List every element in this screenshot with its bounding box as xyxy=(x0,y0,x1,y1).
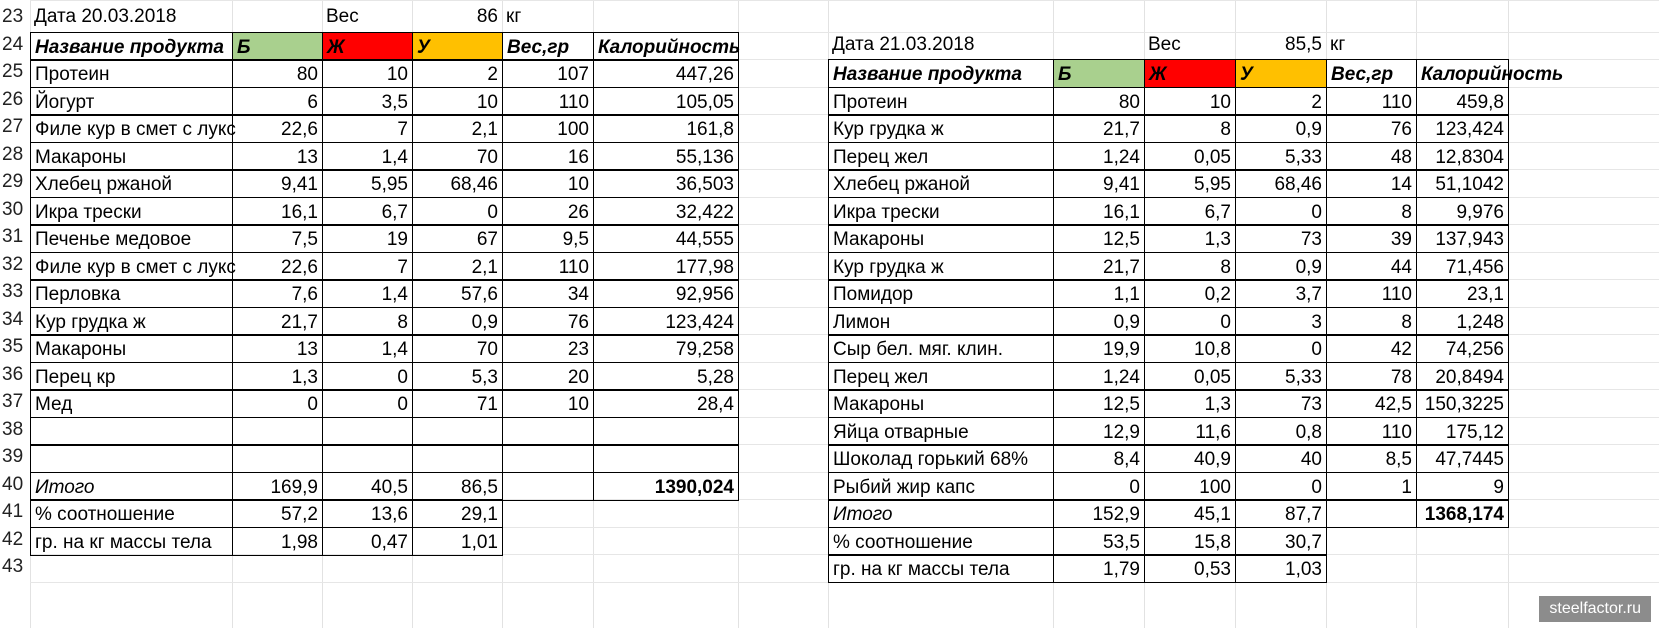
value-cell[interactable]: 28,4 xyxy=(593,389,739,418)
product-name-cell[interactable]: Кур грудка ж xyxy=(828,252,1054,281)
value-cell[interactable]: 76 xyxy=(502,307,594,336)
value-cell[interactable] xyxy=(322,444,413,473)
header-calories[interactable]: Калорийность xyxy=(593,32,739,61)
total-cell[interactable]: 1390,024 xyxy=(593,472,739,501)
product-name-cell[interactable]: Филе кур в смет с лукс xyxy=(30,252,233,281)
product-name-cell[interactable]: Хлебец ржаной xyxy=(828,169,1054,198)
value-cell[interactable]: 21,7 xyxy=(1053,114,1145,143)
value-cell[interactable]: 1,248 xyxy=(1416,307,1509,336)
value-cell[interactable]: 1,3 xyxy=(1144,224,1236,253)
header-weight[interactable]: Вес,гр xyxy=(502,32,594,61)
value-cell[interactable]: 16 xyxy=(502,142,594,171)
value-cell[interactable]: 2,1 xyxy=(412,114,503,143)
per-kg-cell[interactable]: 1,01 xyxy=(412,527,503,556)
value-cell[interactable]: 32,422 xyxy=(593,197,739,226)
value-cell[interactable]: 44 xyxy=(1326,252,1417,281)
value-cell[interactable]: 23 xyxy=(502,334,594,363)
value-cell[interactable]: 47,7445 xyxy=(1416,444,1509,473)
row-number[interactable]: 25 xyxy=(2,61,24,82)
row-number[interactable]: 28 xyxy=(2,144,24,165)
product-name-cell[interactable]: Печенье медовое xyxy=(30,224,233,253)
value-cell[interactable]: 76 xyxy=(1326,114,1417,143)
value-cell[interactable]: 100 xyxy=(502,114,594,143)
value-cell[interactable]: 0,2 xyxy=(1144,279,1236,308)
product-name-cell[interactable]: Лимон xyxy=(828,307,1054,336)
value-cell[interactable]: 51,1042 xyxy=(1416,169,1509,198)
header-protein[interactable]: Б xyxy=(232,32,323,61)
value-cell[interactable] xyxy=(502,417,594,446)
total-cell[interactable]: 169,9 xyxy=(232,472,323,501)
value-cell[interactable]: 10 xyxy=(412,87,503,116)
value-cell[interactable]: 12,9 xyxy=(1053,417,1145,446)
value-cell[interactable]: 42 xyxy=(1326,334,1417,363)
product-name-cell[interactable]: Яйца отварные xyxy=(828,417,1054,446)
product-name-cell[interactable]: Макароны xyxy=(828,389,1054,418)
value-cell[interactable]: 71,456 xyxy=(1416,252,1509,281)
value-cell[interactable]: 14 xyxy=(1326,169,1417,198)
value-cell[interactable]: 20 xyxy=(502,362,594,391)
row-number[interactable]: 42 xyxy=(2,529,24,550)
per-kg-cell[interactable]: 0,47 xyxy=(322,527,413,556)
value-cell[interactable]: 459,8 xyxy=(1416,87,1509,116)
row-number[interactable]: 37 xyxy=(2,391,24,412)
weight-value[interactable]: 85,5 xyxy=(1285,34,1322,55)
product-name-cell[interactable]: Перловка xyxy=(30,279,233,308)
header-protein[interactable]: Б xyxy=(1053,59,1145,88)
value-cell[interactable]: 22,6 xyxy=(232,252,323,281)
product-name-cell[interactable]: Хлебец ржаной xyxy=(30,169,233,198)
value-cell[interactable]: 78 xyxy=(1326,362,1417,391)
row-number[interactable]: 38 xyxy=(2,419,24,440)
header-product[interactable]: Название продукта xyxy=(828,59,1054,88)
product-name-cell[interactable]: Макароны xyxy=(30,334,233,363)
value-cell[interactable]: 7 xyxy=(322,114,413,143)
value-cell[interactable]: 3,7 xyxy=(1235,279,1327,308)
total-cell[interactable] xyxy=(1326,499,1417,528)
value-cell[interactable]: 7,5 xyxy=(232,224,323,253)
total-cell[interactable] xyxy=(502,472,594,501)
row-number[interactable]: 34 xyxy=(2,309,24,330)
value-cell[interactable]: 79,258 xyxy=(593,334,739,363)
row-number[interactable]: 36 xyxy=(2,364,24,385)
product-name-cell[interactable]: Икра трески xyxy=(30,197,233,226)
value-cell[interactable]: 42,5 xyxy=(1326,389,1417,418)
value-cell[interactable]: 177,98 xyxy=(593,252,739,281)
value-cell[interactable]: 44,555 xyxy=(593,224,739,253)
date-label[interactable]: Дата 21.03.2018 xyxy=(832,34,975,55)
header-fat[interactable]: Ж xyxy=(322,32,413,61)
value-cell[interactable]: 1,3 xyxy=(1144,389,1236,418)
product-name-cell[interactable]: Йогурт xyxy=(30,87,233,116)
value-cell[interactable]: 40,9 xyxy=(1144,444,1236,473)
row-number[interactable]: 23 xyxy=(2,6,24,27)
product-name-cell[interactable]: Шоколад горький 68% xyxy=(828,444,1054,473)
value-cell[interactable]: 7 xyxy=(322,252,413,281)
value-cell[interactable]: 21,7 xyxy=(232,307,323,336)
value-cell[interactable]: 73 xyxy=(1235,389,1327,418)
value-cell[interactable]: 2 xyxy=(412,59,503,88)
value-cell[interactable]: 0 xyxy=(232,389,323,418)
value-cell[interactable]: 8,5 xyxy=(1326,444,1417,473)
value-cell[interactable]: 10 xyxy=(502,389,594,418)
value-cell[interactable]: 0,9 xyxy=(1053,307,1145,336)
row-number[interactable]: 40 xyxy=(2,474,24,495)
gridline xyxy=(30,0,1659,1)
value-cell[interactable]: 0,05 xyxy=(1144,362,1236,391)
value-cell[interactable] xyxy=(232,417,323,446)
product-name-cell[interactable]: Макароны xyxy=(30,142,233,171)
value-cell[interactable] xyxy=(593,444,739,473)
weight-unit[interactable]: кг xyxy=(506,6,522,27)
product-name-cell[interactable]: Протеин xyxy=(30,59,233,88)
weight-value[interactable]: 86 xyxy=(476,6,498,27)
value-cell[interactable]: 70 xyxy=(412,334,503,363)
value-cell[interactable]: 22,6 xyxy=(232,114,323,143)
value-cell[interactable]: 6,7 xyxy=(1144,197,1236,226)
value-cell[interactable]: 21,7 xyxy=(1053,252,1145,281)
value-cell[interactable]: 19 xyxy=(322,224,413,253)
weight-label[interactable]: Вес xyxy=(326,6,359,27)
row-number[interactable]: 29 xyxy=(2,171,24,192)
value-cell[interactable]: 0,9 xyxy=(1235,114,1327,143)
value-cell[interactable]: 447,26 xyxy=(593,59,739,88)
value-cell[interactable]: 11,6 xyxy=(1144,417,1236,446)
value-cell[interactable]: 2,1 xyxy=(412,252,503,281)
value-cell[interactable]: 0,05 xyxy=(1144,142,1236,171)
header-weight[interactable]: Вес,гр xyxy=(1326,59,1417,88)
product-name-cell[interactable]: Кур грудка ж xyxy=(30,307,233,336)
value-cell[interactable]: 12,5 xyxy=(1053,389,1145,418)
product-name-cell[interactable]: Кур грудка ж xyxy=(828,114,1054,143)
value-cell[interactable]: 5,33 xyxy=(1235,142,1327,171)
per-kg-cell[interactable]: 1,79 xyxy=(1053,554,1145,583)
value-cell[interactable] xyxy=(502,444,594,473)
value-cell[interactable]: 5,33 xyxy=(1235,362,1327,391)
value-cell[interactable]: 1,1 xyxy=(1053,279,1145,308)
value-cell[interactable]: 7,6 xyxy=(232,279,323,308)
row-number[interactable]: 33 xyxy=(2,281,24,302)
value-cell[interactable]: 9,5 xyxy=(502,224,594,253)
row-number[interactable]: 41 xyxy=(2,501,24,522)
value-cell[interactable]: 123,424 xyxy=(593,307,739,336)
value-cell[interactable]: 70 xyxy=(412,142,503,171)
value-cell[interactable]: 10 xyxy=(1144,87,1236,116)
value-cell[interactable]: 6,7 xyxy=(322,197,413,226)
product-name-cell[interactable]: Сыр бел. мяг. клин. xyxy=(828,334,1054,363)
per-kg-cell[interactable]: 1,03 xyxy=(1235,554,1327,583)
value-cell[interactable]: 19,9 xyxy=(1053,334,1145,363)
ratio-cell[interactable]: 30,7 xyxy=(1235,527,1327,556)
value-cell[interactable]: 2 xyxy=(1235,87,1327,116)
product-name-cell[interactable]: Протеин xyxy=(828,87,1054,116)
value-cell[interactable] xyxy=(412,417,503,446)
value-cell[interactable]: 1,4 xyxy=(322,142,413,171)
value-cell[interactable]: 123,424 xyxy=(1416,114,1509,143)
value-cell[interactable]: 137,943 xyxy=(1416,224,1509,253)
row-number[interactable]: 35 xyxy=(2,336,24,357)
value-cell[interactable]: 8 xyxy=(1326,197,1417,226)
value-cell[interactable]: 36,503 xyxy=(593,169,739,198)
value-cell[interactable]: 5,95 xyxy=(1144,169,1236,198)
value-cell[interactable]: 80 xyxy=(1053,87,1145,116)
product-name-cell[interactable]: Филе кур в смет с лукс xyxy=(30,114,233,143)
value-cell[interactable]: 0 xyxy=(322,362,413,391)
row-number[interactable]: 43 xyxy=(2,556,24,577)
value-cell[interactable]: 1,4 xyxy=(322,334,413,363)
value-cell[interactable]: 161,8 xyxy=(593,114,739,143)
row-number[interactable]: 31 xyxy=(2,226,24,247)
value-cell[interactable]: 9,41 xyxy=(232,169,323,198)
value-cell[interactable] xyxy=(232,444,323,473)
weight-unit[interactable]: кг xyxy=(1330,34,1346,55)
value-cell[interactable]: 8,4 xyxy=(1053,444,1145,473)
value-cell[interactable]: 3 xyxy=(1235,307,1327,336)
value-cell[interactable]: 13 xyxy=(232,142,323,171)
product-name-cell[interactable]: Перец жел xyxy=(828,362,1054,391)
value-cell[interactable]: 0 xyxy=(1235,472,1327,501)
total-cell[interactable]: 152,9 xyxy=(1053,499,1145,528)
value-cell[interactable]: 0 xyxy=(1053,472,1145,501)
value-cell[interactable]: 13 xyxy=(232,334,323,363)
value-cell[interactable]: 1,24 xyxy=(1053,142,1145,171)
row-number[interactable]: 26 xyxy=(2,89,24,110)
value-cell[interactable]: 1,24 xyxy=(1053,362,1145,391)
value-cell[interactable]: 20,8494 xyxy=(1416,362,1509,391)
value-cell[interactable]: 8 xyxy=(1144,114,1236,143)
ratio-label[interactable]: % соотношение xyxy=(828,527,1054,556)
value-cell[interactable]: 5,28 xyxy=(593,362,739,391)
product-name-cell[interactable] xyxy=(30,417,233,446)
total-cell[interactable]: 87,7 xyxy=(1235,499,1327,528)
product-name-cell[interactable]: Макароны xyxy=(828,224,1054,253)
product-name-cell[interactable] xyxy=(30,444,233,473)
value-cell[interactable]: 80 xyxy=(232,59,323,88)
value-cell[interactable] xyxy=(322,417,413,446)
value-cell[interactable]: 5,3 xyxy=(412,362,503,391)
header-fat[interactable]: Ж xyxy=(1144,59,1236,88)
per-kg-cell[interactable]: 0,53 xyxy=(1144,554,1236,583)
per-kg-label[interactable]: гр. на кг массы тела xyxy=(30,527,233,556)
ratio-cell[interactable]: 57,2 xyxy=(232,499,323,528)
product-name-cell[interactable]: Икра трески xyxy=(828,197,1054,226)
total-cell[interactable]: 1368,174 xyxy=(1416,499,1509,528)
value-cell[interactable]: 34 xyxy=(502,279,594,308)
value-cell[interactable]: 73 xyxy=(1235,224,1327,253)
value-cell[interactable]: 68,46 xyxy=(412,169,503,198)
value-cell[interactable]: 8 xyxy=(322,307,413,336)
value-cell[interactable]: 110 xyxy=(1326,87,1417,116)
value-cell[interactable]: 26 xyxy=(502,197,594,226)
total-label[interactable]: Итого xyxy=(828,499,1054,528)
total-label[interactable]: Итого xyxy=(30,472,233,501)
row-number[interactable]: 24 xyxy=(2,34,24,55)
value-cell[interactable]: 3,5 xyxy=(322,87,413,116)
value-cell[interactable]: 68,46 xyxy=(1235,169,1327,198)
value-cell[interactable]: 175,12 xyxy=(1416,417,1509,446)
value-cell[interactable]: 110 xyxy=(502,252,594,281)
value-cell[interactable]: 105,05 xyxy=(593,87,739,116)
ratio-label[interactable]: % соотношение xyxy=(30,499,233,528)
value-cell[interactable]: 48 xyxy=(1326,142,1417,171)
watermark: steelfactor.ru xyxy=(1539,596,1651,622)
total-cell[interactable]: 45,1 xyxy=(1144,499,1236,528)
value-cell[interactable]: 71 xyxy=(412,389,503,418)
per-kg-cell[interactable]: 1,98 xyxy=(232,527,323,556)
value-cell[interactable]: 16,1 xyxy=(1053,197,1145,226)
product-name-cell[interactable]: Перец кр xyxy=(30,362,233,391)
value-cell[interactable]: 8 xyxy=(1144,252,1236,281)
header-product[interactable]: Название продукта xyxy=(30,32,233,61)
value-cell[interactable]: 8 xyxy=(1326,307,1417,336)
row-number[interactable]: 32 xyxy=(2,254,24,275)
value-cell[interactable]: 39 xyxy=(1326,224,1417,253)
value-cell[interactable]: 74,256 xyxy=(1416,334,1509,363)
total-cell[interactable]: 40,5 xyxy=(322,472,413,501)
value-cell[interactable]: 23,1 xyxy=(1416,279,1509,308)
value-cell[interactable]: 5,95 xyxy=(322,169,413,198)
value-cell[interactable]: 10,8 xyxy=(1144,334,1236,363)
value-cell[interactable]: 1,3 xyxy=(232,362,323,391)
row-number[interactable]: 27 xyxy=(2,116,24,137)
value-cell[interactable]: 0 xyxy=(1235,197,1327,226)
value-cell[interactable]: 16,1 xyxy=(232,197,323,226)
row-number[interactable]: 39 xyxy=(2,446,24,467)
ratio-cell[interactable]: 13,6 xyxy=(322,499,413,528)
header-calories[interactable]: Калорийность xyxy=(1416,59,1509,88)
value-cell[interactable]: 0 xyxy=(412,197,503,226)
header-carb[interactable]: У xyxy=(1235,59,1327,88)
value-cell[interactable]: 67 xyxy=(412,224,503,253)
value-cell[interactable]: 55,136 xyxy=(593,142,739,171)
product-name-cell[interactable]: Мед xyxy=(30,389,233,418)
value-cell[interactable]: 9,41 xyxy=(1053,169,1145,198)
value-cell[interactable] xyxy=(593,417,739,446)
value-cell[interactable]: 0 xyxy=(1235,334,1327,363)
value-cell[interactable]: 110 xyxy=(502,87,594,116)
value-cell[interactable]: 6 xyxy=(232,87,323,116)
value-cell[interactable]: 10 xyxy=(322,59,413,88)
value-cell[interactable]: 110 xyxy=(1326,279,1417,308)
value-cell[interactable]: 0 xyxy=(322,389,413,418)
product-name-cell[interactable]: Перец жел xyxy=(828,142,1054,171)
value-cell[interactable]: 100 xyxy=(1144,472,1236,501)
value-cell[interactable]: 0,8 xyxy=(1235,417,1327,446)
value-cell[interactable] xyxy=(412,444,503,473)
value-cell[interactable]: 1,4 xyxy=(322,279,413,308)
ratio-cell[interactable]: 29,1 xyxy=(412,499,503,528)
product-name-cell[interactable]: Рыбий жир капс xyxy=(828,472,1054,501)
value-cell[interactable]: 12,5 xyxy=(1053,224,1145,253)
value-cell[interactable]: 150,3225 xyxy=(1416,389,1509,418)
product-name-cell[interactable]: Помидор xyxy=(828,279,1054,308)
value-cell[interactable]: 10 xyxy=(502,169,594,198)
value-cell[interactable]: 40 xyxy=(1235,444,1327,473)
weight-label[interactable]: Вес xyxy=(1148,34,1181,55)
value-cell[interactable]: 110 xyxy=(1326,417,1417,446)
value-cell[interactable]: 1 xyxy=(1326,472,1417,501)
date-label[interactable]: Дата 20.03.2018 xyxy=(34,6,177,27)
row-number[interactable]: 30 xyxy=(2,199,24,220)
header-carb[interactable]: У xyxy=(412,32,503,61)
value-cell[interactable]: 0,9 xyxy=(1235,252,1327,281)
value-cell[interactable]: 0,9 xyxy=(412,307,503,336)
ratio-cell[interactable]: 53,5 xyxy=(1053,527,1145,556)
value-cell[interactable]: 92,956 xyxy=(593,279,739,308)
value-cell[interactable]: 9,976 xyxy=(1416,197,1509,226)
value-cell[interactable]: 9 xyxy=(1416,472,1509,501)
value-cell[interactable]: 57,6 xyxy=(412,279,503,308)
ratio-cell[interactable]: 15,8 xyxy=(1144,527,1236,556)
value-cell[interactable]: 0 xyxy=(1144,307,1236,336)
per-kg-label[interactable]: гр. на кг массы тела xyxy=(828,554,1054,583)
value-cell[interactable]: 107 xyxy=(502,59,594,88)
total-cell[interactable]: 86,5 xyxy=(412,472,503,501)
value-cell[interactable]: 12,8304 xyxy=(1416,142,1509,171)
